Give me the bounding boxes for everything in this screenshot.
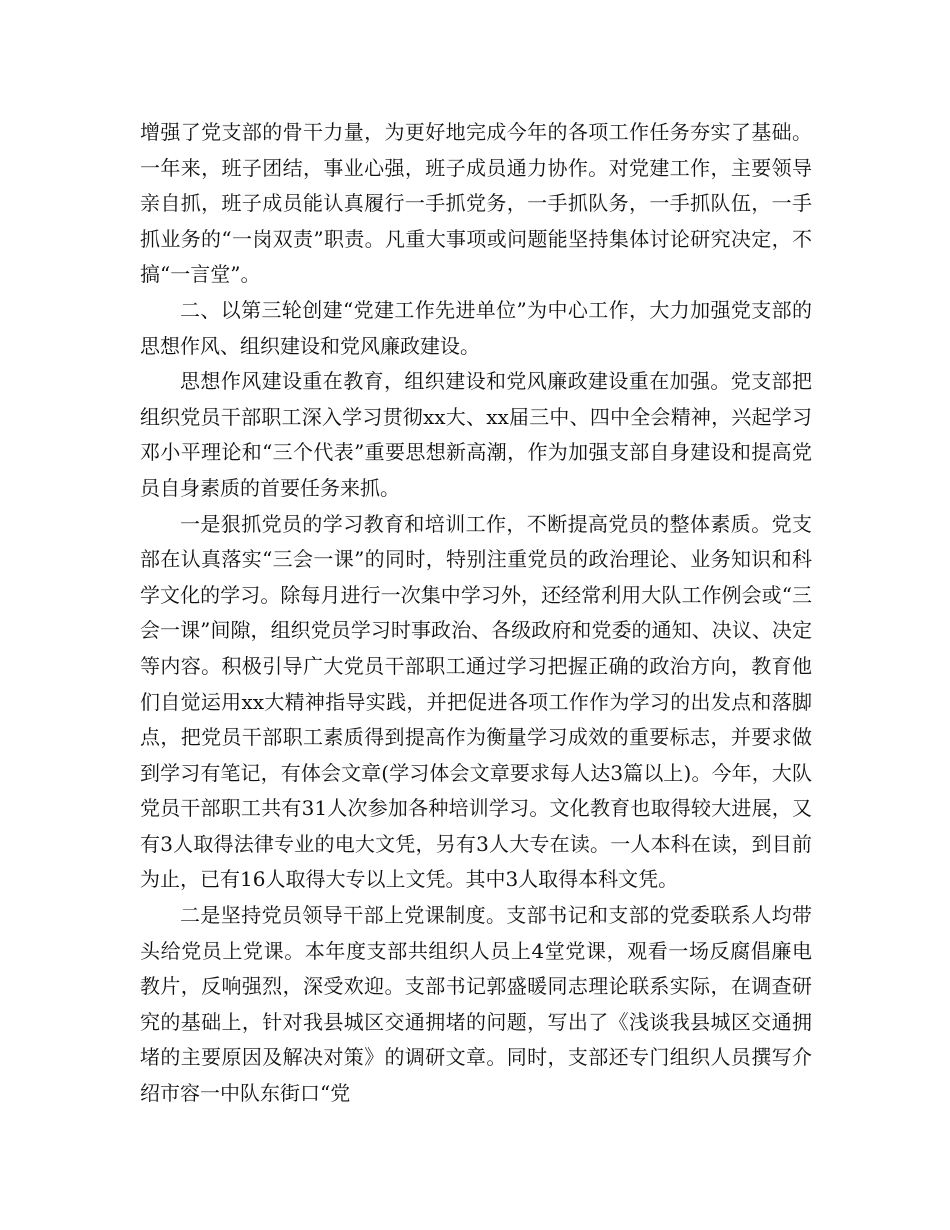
paragraph-1: 增强了党支部的骨干力量，为更好地完成今年的各项工作任务夯实了基础。一年来，班子团结，事业心强，班子成员通力协作。对党建工作，主要领导亲自抓，班子成员能认真履行一手抓党务，一手抓队务，一手抓队伍，一手抓业务的“一岗双责”职责。凡重大事项或问题能坚持集体讨论研究决定，不搞“一言堂”。 xyxy=(140,120,812,287)
document-body xyxy=(140,115,812,1112)
paragraph-2: 二、以第三轮创建“党建工作先进单位”为中心工作，大力加强党支部的思想作风、组织建设和党风廉政建设。 xyxy=(140,297,812,358)
paragraph-5: 二是坚持党员领导干部上党课制度。支部书记和支部的党委联系人均带头给党员上党课。本年度支部共组织人员上4堂党课，观看一场反腐倡廉电教片，反响强烈，深受欢迎。支部书记郭盛暖同志理论联系实际，在调查研究的基础上，针对我县城区交通拥堵的问题，写出了《浅谈我县城区交通拥堵的主要原因及解决对策》的调研文章。同时，支部还专门组织人员撰写介绍市容一中队东街口“党 xyxy=(140,903,812,1106)
paragraph-4: 一是狠抓党员的学习教育和培训工作，不断提高党员的整体素质。党支部在认真落实“三会一课”的同时，特别注重党员的政治理论、业务知识和科学文化的学习。除每月进行一次集中学习外，还经常利用大队工作例会或“三会一课”间隙，组织党员学习时事政治、各级政府和党委的通知、决议、决定等内容。积极引导广大党员干部职工通过学习把握正确的政治方向，教育他们自觉运用xx大精神指导实践，并把促进各项工作作为学习的出发点和落脚点，把党员干部职工素质得到提高作为衡量学习成效的重要标志，并要求做到学习有笔记，有体会文章(学习体会文章要求每人达3篇以上)。今年，大队党员干部职工共有31人次参加各种培训学习。文化教育也取得较大进展，又有3人取得法律专业的电大文凭，另有3人大专在读。一人本科在读，到目前为止，已有16人取得大专以上文凭。其中3人取得本科文凭。 xyxy=(140,511,812,892)
paragraph-3: 思想作风建设重在教育，组织建设和党风廉政建设重在加强。党支部把组织党员干部职工深入学习贯彻xx大、xx届三中、四中全会精神，兴起学习邓小平理论和“三个代表”重要思想新高潮，作为加强支部自身建设和提高党员自身素质的首要任务来抓。 xyxy=(140,369,812,500)
